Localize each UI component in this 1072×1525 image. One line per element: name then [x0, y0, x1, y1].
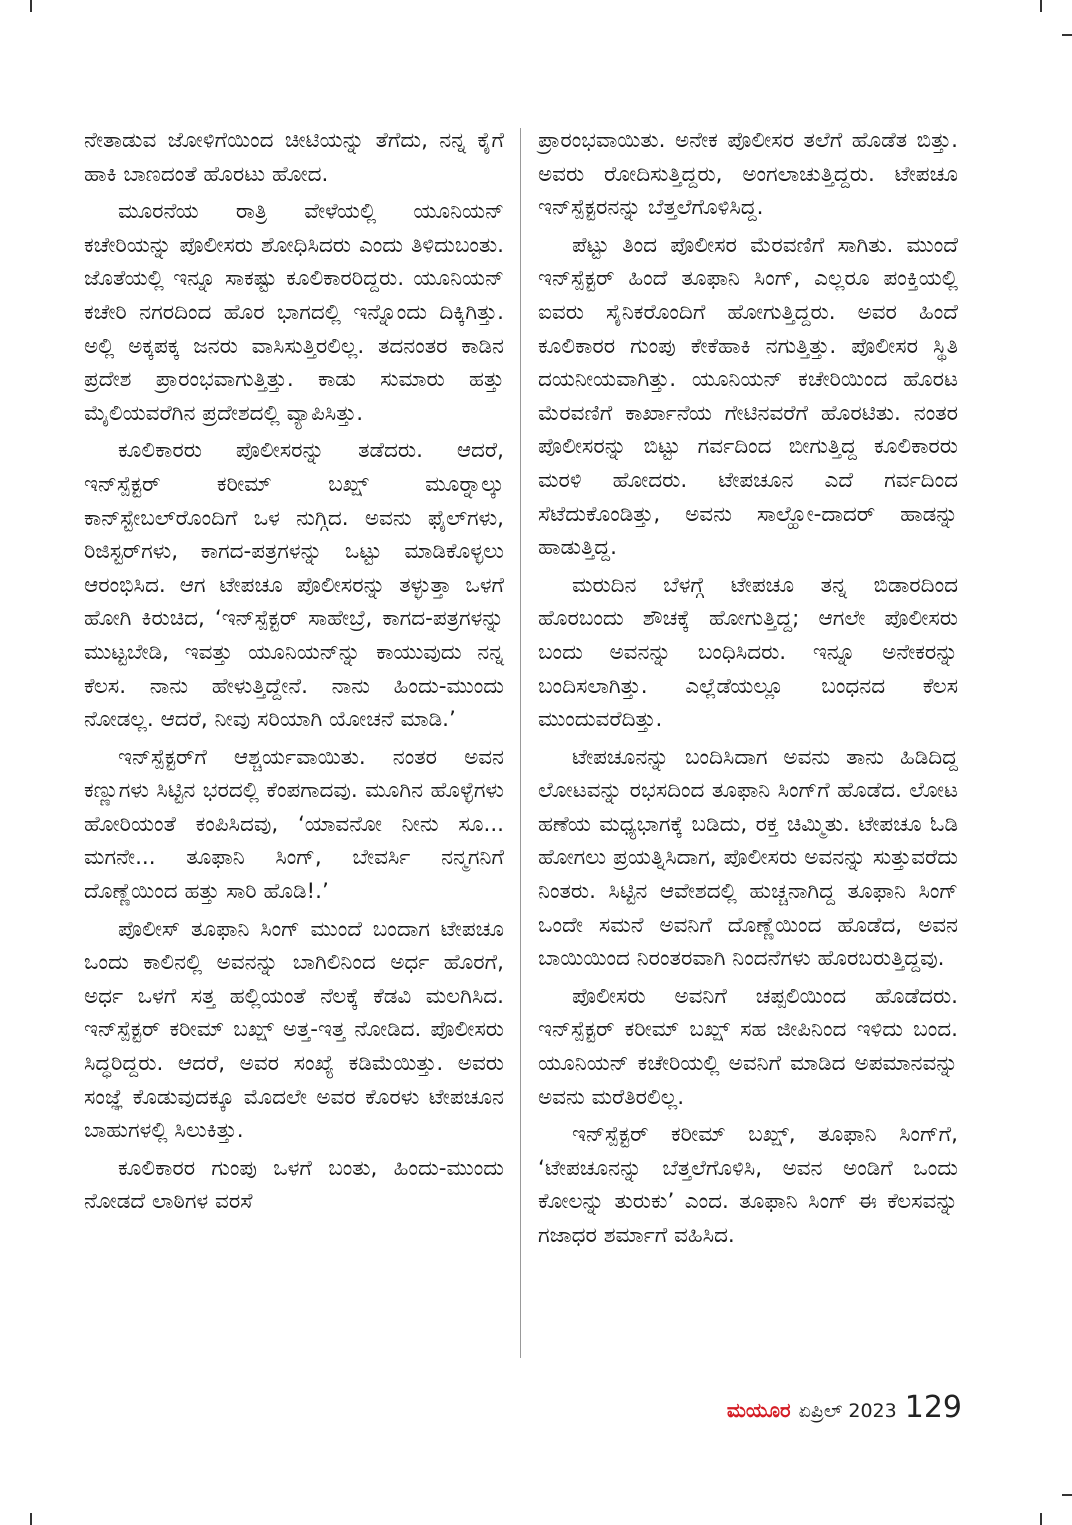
paragraph: ಪ್ರಾರಂಭವಾಯಿತು. ಅನೇಕ ಪೊಲೀಸರ ತಲೆಗೆ ಹೊಡೆತ ಬಿತ್ತು. ಅವರು ರೋದಿಸುತ್ತಿದ್ದರು, ಅಂಗಲಾಚುತ್ತಿದ್ದರು. ಟೇಪಚೂ ಇನ್‌ಸ್ಪೆಕ್ಟರನನ್ನು ಬೆತ್ತಲೆಗೊಳಿಸಿದ್ದ.: [538, 128, 958, 221]
paragraph: ನೇತಾಡುವ ಜೋಳಿಗೆಯಿಂದ ಚೀಟಿಯನ್ನು ತೆಗೆದು, ನನ್ನ ಕೈಗೆ ಹಾಕಿ ಬಾಣದಂತೆ ಹೊರಟು ಹೋದ.: [84, 128, 504, 187]
column-divider: [520, 128, 521, 1358]
paragraph: ಮೂರನೆಯ ರಾತ್ರಿ ವೇಳೆಯಲ್ಲಿ ಯೂನಿಯನ್ ಕಚೇರಿಯನ್ನು ಪೊಲೀಸರು ಶೋಧಿಸಿದರು ಎಂದು ತಿಳಿದುಬಂತು. ಜೊತೆಯಲ್ಲಿ ಇನ್ನೂ ಸಾಕಷ್ಟು ಕೂಲಿಕಾರರಿದ್ದರು. ಯೂನಿಯನ್ ಕಚೇರಿ ನಗರದಿಂದ ಹೊರ ಭಾಗದಲ್ಲಿ ಇನ್ನೊಂದು ದಿಕ್ಕಿಗಿತ್ತು. ಅಲ್ಲಿ ಅಕ್ಕಪಕ್ಕ ಜನರು ವಾಸಿಸುತ್ತಿರಲಿಲ್ಲ. ತದನಂತರ ಕಾಡಿನ ಪ್ರದೇಶ ಪ್ರಾರಂಭವಾಗುತ್ತಿತ್ತು. ಕಾಡು ಸುಮಾರು ಹತ್ತು ಮೈಲಿಯವರೆಗಿನ ಪ್ರದೇಶದಲ್ಲಿ ವ್ಯಾಪಿಸಿತ್ತು.: [84, 199, 504, 426]
paragraph: ಇನ್‌ಸ್ಪೆಕ್ಟರ್‌ಗೆ ಆಶ್ಚರ್ಯವಾಯಿತು. ನಂತರ ಅವನ ಕಣ್ಣುಗಳು ಸಿಟ್ಟಿನ ಭರದಲ್ಲಿ ಕೆಂಪಗಾದವು. ಮೂಗಿನ ಹೊಳ್ಳೆಗಳು ಹೋರಿಯಂತೆ ಕಂಪಿಸಿದವು, ‘ಯಾವನೋ ನೀನು ಸೂ... ಮಗನೇ... ತೂಫಾನಿ ಸಿಂಗ್, ಬೇವರ್ಸಿ ನನ್ಮಗನಿಗೆ ದೊಣ್ಣೆಯಿಂದ ಹತ್ತು ಸಾರಿ ಹೊಡಿ!.’: [84, 744, 504, 905]
paragraph: ಮರುದಿನ ಬೆಳಗ್ಗೆ ಟೇಪಚೂ ತನ್ನ ಬಿಡಾರದಿಂದ ಹೊರಬಂದು ಶೌಚಕ್ಕೆ ಹೋಗುತ್ತಿದ್ದ; ಆಗಲೇ ಪೊಲೀಸರು ಬಂದು ಅವನನ್ನು ಬಂಧಿಸಿದರು. ಇನ್ನೂ ಅನೇಕರನ್ನು ಬಂದಿಸಲಾಗಿತ್ತು. ಎಲ್ಲೆಡೆಯಲ್ಲೂ ಬಂಧನದ ಕೆಲಸ ಮುಂದುವರೆದಿತ್ತು.: [538, 572, 958, 733]
left-text-column: [84, 124, 504, 1223]
page-number: 129: [904, 1390, 962, 1425]
paragraph: ಟೇಪಚೂನನ್ನು ಬಂದಿಸಿದಾಗ ಅವನು ತಾನು ಹಿಡಿದಿದ್ದ ಲೋಟವನ್ನು ರಭಸದಿಂದ ತೂಫಾನಿ ಸಿಂಗ್‌ಗೆ ಹೊಡೆದ. ಲೋಟ ಹಣೆಯ ಮಧ್ಯಭಾಗಕ್ಕೆ ಬಡಿದು, ರಕ್ತ ಚಿಮ್ಮಿತು. ಟೇಪಚೂ ಓಡಿ ಹೋಗಲು ಪ್ರಯತ್ನಿಸಿದಾಗ, ಪೊಲೀಸರು ಅವನನ್ನು ಸುತ್ತುವರೆದು ನಿಂತರು. ಸಿಟ್ಟಿನ ಆವೇಶದಲ್ಲಿ ಹುಚ್ಚನಾಗಿದ್ದ ತೂಫಾನಿ ಸಿಂಗ್ ಒಂದೇ ಸಮನೆ ಅವನಿಗೆ ದೊಣ್ಣೆಯಿಂದ ಹೊಡೆದ, ಅವನ ಬಾಯಿಯಿಂದ ನಿರಂತರವಾಗಿ ನಿಂದನೆಗಳು ಹೊರಬರುತ್ತಿದ್ದವು.: [538, 744, 958, 972]
crop-mark-right-bottom: [1062, 1494, 1072, 1496]
crop-mark-bottom-right: [1040, 1513, 1042, 1525]
crop-mark-right-top: [1062, 34, 1072, 36]
paragraph: ಪೊಲೀಸ್ ತೂಫಾನಿ ಸಿಂಗ್ ಮುಂದೆ ಬಂದಾಗ ಟೇಪಚೂ ಒಂದು ಕಾಲಿನಲ್ಲಿ ಅವನನ್ನು ಬಾಗಿಲಿನಿಂದ ಅರ್ಧ ಹೊರಗೆ, ಅರ್ಧ ಒಳಗೆ ಸತ್ತ ಹಲ್ಲಿಯಂತೆ ನೆಲಕ್ಕೆ ಕೆಡವಿ ಮಲಗಿಸಿದ. ಇನ್‌ಸ್ಪೆಕ್ಟರ್ ಕರೀಮ್ ಬಖ್ಷ್ ಅತ್ತ-ಇತ್ತ ನೋಡಿದ. ಪೊಲೀಸರು ಸಿದ್ಧರಿದ್ದರು. ಆದರೆ, ಅವರ ಸಂಖ್ಯೆ ಕಡಿಮೆಯಿತ್ತು. ಅವರು ಸಂಜ್ಞೆ ಕೊಡುವುದಕ್ಕೂ ಮೊದಲೇ ಅವರ ಕೊರಳು ಟೇಪಚೂನ ಬಾಹುಗಳಲ್ಲಿ ಸಿಲುಕಿತ್ತು.: [84, 916, 504, 1144]
crop-mark-top-left: [30, 0, 32, 12]
crop-mark-top-right: [1040, 0, 1042, 12]
issue-date: ಏಪ್ರಿಲ್ 2023: [798, 1400, 897, 1422]
page-footer: [727, 1390, 962, 1425]
paragraph: ಕೂಲಿಕಾರರ ಗುಂಪು ಒಳಗೆ ಬಂತು, ಹಿಂದು-ಮುಂದು ನೋಡದೆ ಲಾಠಿಗಳ ವರಸೆ: [84, 1155, 504, 1215]
paragraph: ಕೂಲಿಕಾರರು ಪೊಲೀಸರನ್ನು ತಡೆದರು. ಆದರೆ, ಇನ್‌ಸ್ಪೆಕ್ಟರ್ ಕರೀಮ್ ಬಖ್ಷ್ ಮೂರ್‍ನಾಲ್ಕು ಕಾನ್‌ಸ್ಟೇಬಲ್‌ರೊಂದಿಗೆ ಒಳ ನುಗ್ಗಿದ. ಅವನು ಫೈಲ್‌ಗಳು, ರಿಜಿಸ್ಟರ್‌ಗಳು, ಕಾಗದ-ಪತ್ರಗಳನ್ನು ಒಟ್ಟು ಮಾಡಿಕೊಳ್ಳಲು ಆರಂಭಿಸಿದ. ಆಗ ಟೇಪಚೂ ಪೊಲೀಸರನ್ನು ತಳ್ಳುತ್ತಾ ಒಳಗೆ ಹೋಗಿ ಕಿರುಚಿದ, ‘ಇನ್‌ಸ್ಪೆಕ್ಟರ್ ಸಾಹೇಬ್ರೆ, ಕಾಗದ-ಪತ್ರಗಳನ್ನು ಮುಟ್ಟಬೇಡಿ, ಇವತ್ತು ಯೂನಿಯನ್‌ನ್ನು ಕಾಯುವುದು ನನ್ನ ಕೆಲಸ. ನಾನು ಹೇಳುತ್ತಿದ್ದೇನೆ. ನಾನು ಹಿಂದು-ಮುಂದು ನೋಡಲ್ಲ. ಆದರೆ, ನೀವು ಸರಿಯಾಗಿ ಯೋಚನೆ ಮಾಡಿ.’: [84, 438, 504, 733]
magazine-brand: ಮಯೂರ: [726, 1398, 791, 1422]
paragraph: ಪೆಟ್ಟು ತಿಂದ ಪೊಲೀಸರ ಮೆರವಣಿಗೆ ಸಾಗಿತು. ಮುಂದೆ ಇನ್‌ಸ್ಪೆಕ್ಟರ್ ಹಿಂದೆ ತೂಫಾನಿ ಸಿಂಗ್, ಎಲ್ಲರೂ ಪಂಕ್ತಿಯಲ್ಲಿ ಐವರು ಸೈನಿಕರೊಂದಿಗೆ ಹೋಗುತ್ತಿದ್ದರು. ಅವರ ಹಿಂದೆ ಕೂಲಿಕಾರರ ಗುಂಪು ಕೇಕೆಹಾಕಿ ನಗುತ್ತಿತ್ತು. ಪೊಲೀಸರ ಸ್ಥಿತಿ ದಯನೀಯವಾಗಿತ್ತು. ಯೂನಿಯನ್ ಕಚೇರಿಯಿಂದ ಹೊರಟ ಮೆರವಣಿಗೆ ಕಾರ್ಖಾನೆಯ ಗೇಟಿನವರೆಗೆ ಹೊರಟಿತು. ನಂತರ ಪೊಲೀಸರನ್ನು ಬಿಟ್ಟು ಗರ್ವದಿಂದ ಬೀಗುತ್ತಿದ್ದ ಕೂಲಿಕಾರರು ಮರಳಿ ಹೋದರು. ಟೇಪಚೂನ ಎದೆ ಗರ್ವದಿಂದ ಸೆಟೆದುಕೊಂಡಿತ್ತು, ಅವನು ಸಾಲ್ಹೋ-ದಾದರ್ ಹಾಡನ್ನು ಹಾಡುತ್ತಿದ್ದ.: [538, 232, 958, 561]
paragraph: ಪೊಲೀಸರು ಅವನಿಗೆ ಚಪ್ಪಲಿಯಿಂದ ಹೊಡೆದರು. ಇನ್‌ಸ್ಪೆಕ್ಟರ್ ಕರೀಮ್ ಬಖ್ಷ್ ಸಹ ಜೀಪಿನಿಂದ ಇಳಿದು ಬಂದ. ಯೂನಿಯನ್ ಕಚೇರಿಯಲ್ಲಿ ಅವನಿಗೆ ಮಾಡಿದ ಅಪಮಾನವನ್ನು ಅವನು ಮರೆತಿರಲಿಲ್ಲ.: [538, 983, 958, 1110]
right-text-column: [538, 124, 958, 1257]
crop-mark-bottom-left: [30, 1513, 32, 1525]
paragraph: ಇನ್‌ಸ್ಪೆಕ್ಟರ್ ಕರೀಮ್ ಬಖ್ಷ್, ತೂಫಾನಿ ಸಿಂಗ್‌ಗೆ, ‘ಟೇಪಚೂನನ್ನು ಬೆತ್ತಲೆಗೊಳಿಸಿ, ಅವನ ಅಂಡಿಗೆ ಒಂದು ಕೋಲನ್ನು ತುರುಕು’ ಎಂದ. ತೂಫಾನಿ ಸಿಂಗ್ ಈ ಕೆಲಸವನ್ನು ಗಜಾಧರ ಶರ್ಮಾಗೆ ವಹಿಸಿದ.: [538, 1122, 958, 1248]
